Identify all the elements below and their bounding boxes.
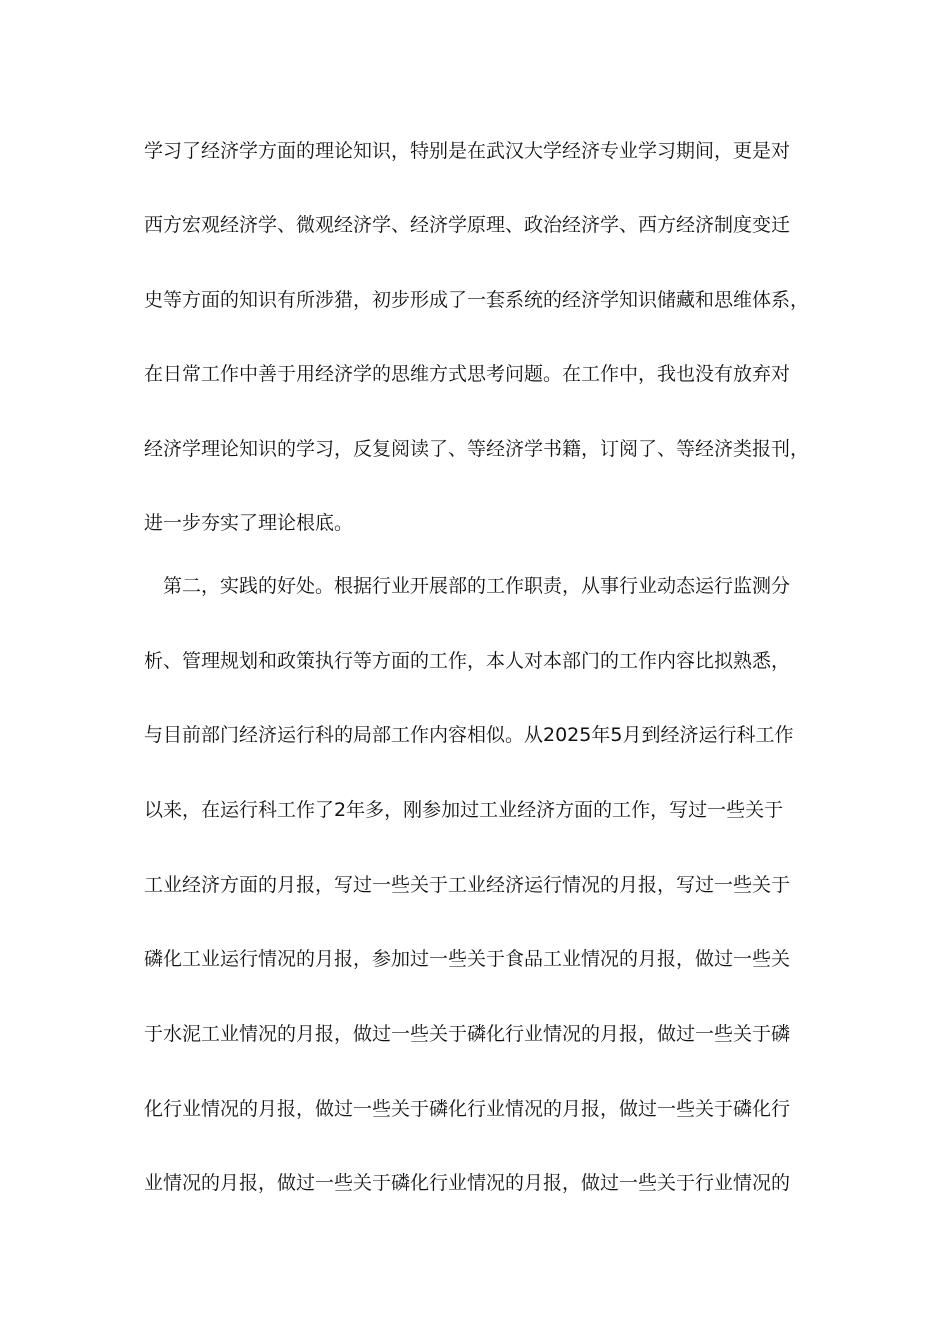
paragraph-line: 进一步夯实了理论根底。 [144,512,354,534]
paragraph-line: 磷化工业运行情况的月报，参加过一些关于食品工业情况的月报，做过一些关 [144,948,791,970]
paragraph-line: 业情况的月报，做过一些关于磷化行业情况的月报，做过一些关于行业情况的 [144,1172,791,1194]
paragraph-line: 以来，在运行科工作了2年多，刚参加过工业经济方面的工作，写过一些关于 [144,799,784,821]
paragraph-line: 第二，实践的好处。根据行业开展部的工作职责，从事行业动态运行监测分 [163,575,791,597]
paragraph-line: 西方宏观经济学、微观经济学、经济学原理、政治经济学、西方经济制度变迁 [144,214,791,236]
paragraph-line: 工业经济方面的月报，写过一些关于工业经济运行情况的月报，写过一些关于 [144,874,791,896]
paragraph-line: 与目前部门经济运行科的局部工作内容相似。从2025年5月到经济运行科工作 [144,724,794,746]
paragraph-line: 析、管理规划和政策执行等方面的工作，本人对本部门的工作内容比拟熟悉， [144,650,791,672]
paragraph-line: 在日常工作中善于用经济学的思维方式思考问题。在工作中，我也没有放弃对 [144,363,791,385]
paragraph-line: 学习了经济学方面的理论知识，特别是在武汉大学经济专业学习期间，更是对 [144,140,791,162]
paragraph-line: 经济学理论知识的学习，反复阅读了、等经济学书籍，订阅了、等经济类报刊， [144,438,810,460]
paragraph-line: 史等方面的知识有所涉猎，初步形成了一套系统的经济学知识储藏和思维体系， [144,289,810,311]
paragraph-line: 于水泥工业情况的月报，做过一些关于磷化行业情况的月报，做过一些关于磷 [144,1023,791,1045]
paragraph-line: 化行业情况的月报，做过一些关于磷化行业情况的月报，做过一些关于磷化行 [144,1098,791,1120]
